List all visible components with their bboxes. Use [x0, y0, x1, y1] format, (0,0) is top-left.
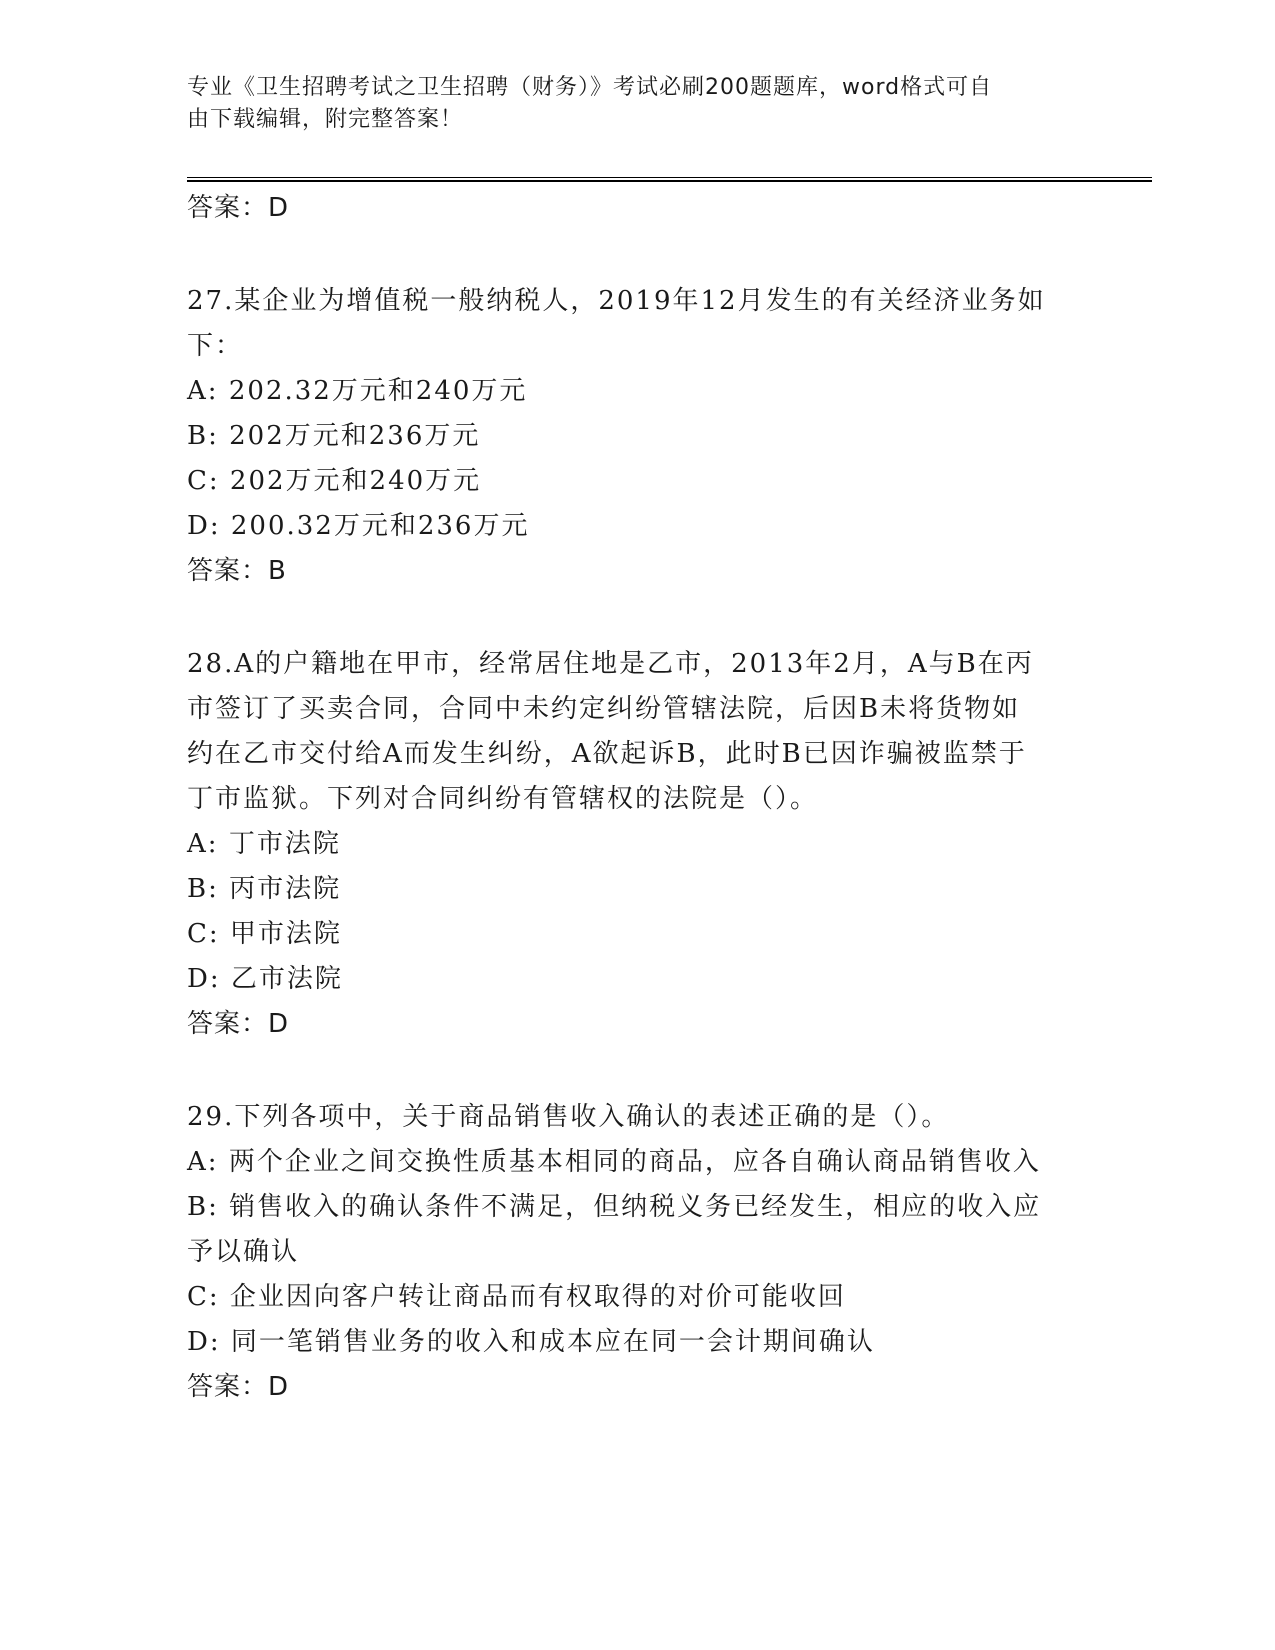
answer-label: 答案：: [187, 556, 269, 586]
option-text: 两个企业之间交换性质基本相同的商品，应各自确认商品销售收入: [228, 1147, 1041, 1177]
option-letter: A:: [187, 829, 219, 859]
previous-answer: [187, 186, 1087, 231]
option-letter: B:: [187, 874, 219, 904]
option-d: [187, 957, 1087, 1002]
option-b-continued: [187, 1230, 1087, 1275]
option-b: [187, 867, 1087, 912]
option-d: [187, 504, 1087, 549]
option-letter: A:: [187, 376, 219, 406]
header-divider: [187, 177, 1152, 182]
option-a: [187, 1140, 1087, 1185]
question-stem-line: 约在乙市交付给A而发生纠纷，A欲起诉B，此时B已因诈骗被监禁于: [187, 739, 1027, 769]
question-29: [187, 1095, 1087, 1410]
option-letter: B:: [187, 1192, 219, 1222]
question-answer: [187, 1365, 1087, 1410]
option-a: [187, 369, 1087, 414]
option-b: [187, 1185, 1087, 1230]
spacer: [187, 231, 1087, 279]
option-text: 丁市法院: [228, 829, 341, 859]
option-text: 销售收入的确认条件不满足，但纳税义务已经发生，相应的收入应: [229, 1192, 1042, 1222]
option-letter: C:: [187, 919, 220, 949]
header-line-2: 由下载编辑，附完整答案！: [187, 107, 464, 132]
question-stem-line: 市签订了买卖合同，合同中未约定纠纷管辖法院，后因B未将货物如: [187, 694, 1021, 724]
option-text: 乙市法院: [230, 964, 343, 994]
answer-label: 答案：: [187, 1372, 269, 1402]
option-text: 丙市法院: [229, 874, 342, 904]
option-text: 企业因向客户转让商品而有权取得的对价可能收回: [229, 1282, 846, 1312]
option-text: 同一笔销售业务的收入和成本应在同一会计期间确认: [230, 1327, 875, 1357]
answer-value: D: [268, 193, 290, 223]
question-answer: [187, 549, 1087, 594]
question-answer: [187, 1002, 1087, 1047]
option-text: 予以确认: [187, 1237, 300, 1267]
answer-value: D: [268, 1372, 290, 1402]
option-letter: B:: [187, 421, 219, 451]
option-a: [187, 822, 1087, 867]
option-letter: C:: [187, 1282, 220, 1312]
answer-value: B: [268, 556, 287, 586]
option-letter: D:: [187, 1327, 221, 1357]
option-text: 202万元和236万元: [229, 421, 481, 451]
question-27: [187, 279, 1087, 594]
spacer: [187, 594, 1087, 642]
option-b: [187, 414, 1087, 459]
question-stem-line: 27.某企业为增值税一般纳税人，2019年12月发生的有关经济业务如: [187, 286, 1046, 316]
question-stem-line: 丁市监狱。下列对合同纠纷有管辖权的法院是（）。: [187, 784, 819, 814]
option-c: [187, 1275, 1087, 1320]
question-stem-line: 下：: [187, 331, 244, 361]
option-d: [187, 1320, 1087, 1365]
option-letter: D:: [187, 511, 221, 541]
question-stem-line: 28.A的户籍地在甲市，经常居住地是乙市，2013年2月，A与B在丙: [187, 649, 1034, 679]
option-text: 202万元和240万元: [229, 466, 482, 496]
option-letter: A:: [187, 1147, 219, 1177]
question-stem-line: 29.下列各项中，关于商品销售收入确认的表述正确的是（）。: [187, 1102, 950, 1132]
answer-label: 答案：: [187, 1009, 269, 1039]
option-text: 202.32万元和240万元: [228, 376, 528, 406]
option-letter: D:: [187, 964, 221, 994]
page-header: [187, 72, 1067, 136]
option-c: [187, 459, 1087, 504]
option-text: 甲市法院: [229, 919, 342, 949]
spacer: [187, 1047, 1087, 1095]
option-c: [187, 912, 1087, 957]
document-body: [187, 186, 1087, 1410]
header-line-1: 专业《卫生招聘考试之卫生招聘（财务）》考试必刷200题题库，word格式可自: [187, 75, 993, 100]
answer-value: D: [268, 1009, 290, 1039]
option-letter: C:: [187, 466, 220, 496]
question-28: [187, 642, 1087, 1047]
option-text: 200.32万元和236万元: [230, 511, 530, 541]
answer-label: 答案：: [187, 193, 269, 223]
